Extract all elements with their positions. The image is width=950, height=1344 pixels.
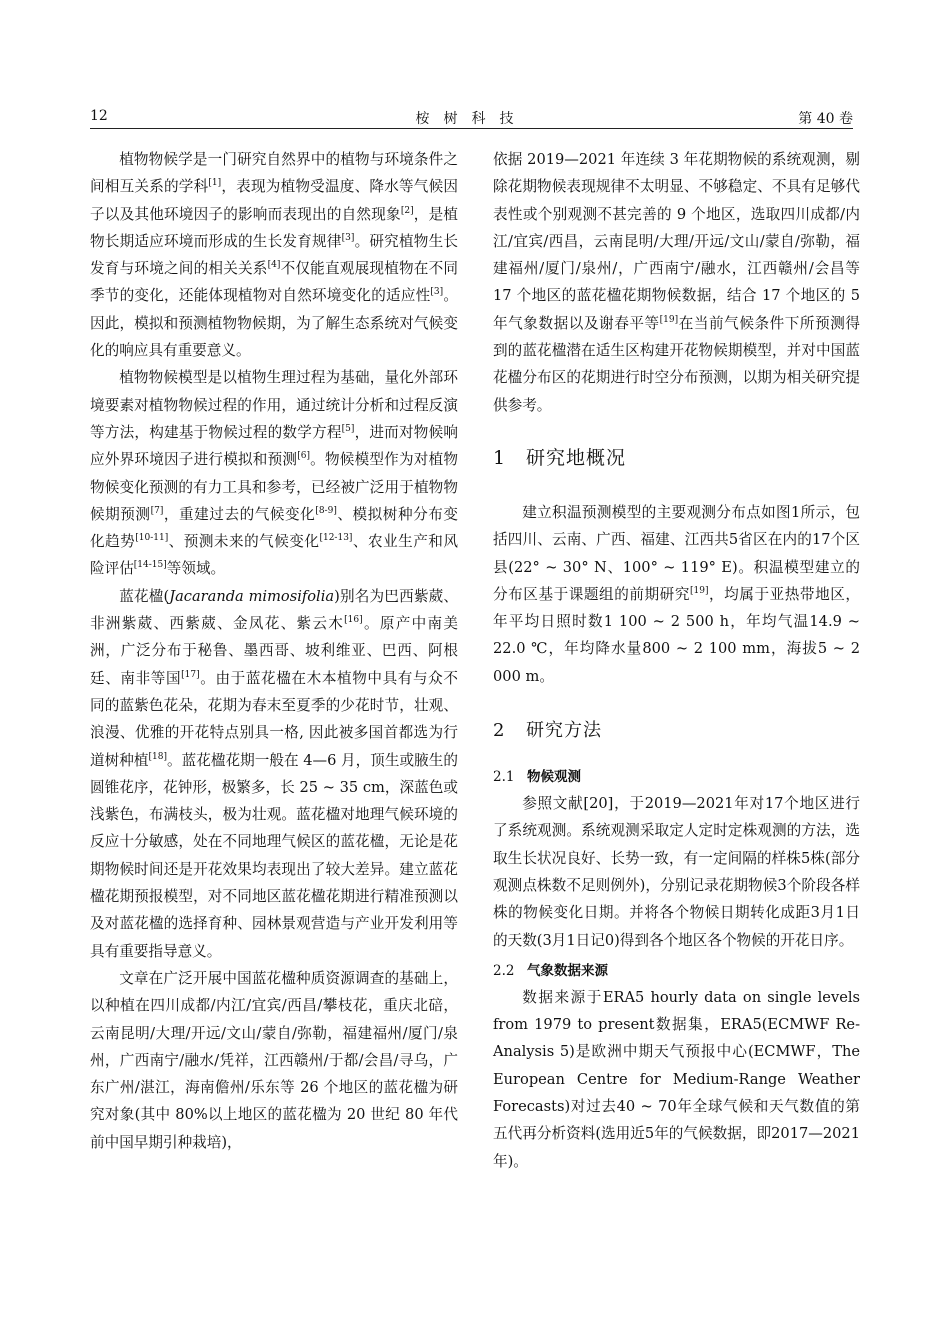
paragraph-phenology-observation: 参照文献[20]，于2019—2021年对17个地区进行了系统观测。系统观测采取定人定时定株观测的方法，选取生长状况良好、长势一致，有一定间隔的样株5株(部分观测点株数不足则例外)，分别记录花期物候3个阶段各样株的物候变化日期。并将各个物候日期转化成距3月1日的天数(3月1日记0)得到各个地区各个物候的开花日序。 (493, 795, 860, 949)
journal-title: 桉树科技 (415, 111, 528, 127)
section-heading-1: 1 研究地概况 (493, 446, 627, 469)
right-column (493, 146, 860, 1175)
running-header (90, 106, 853, 129)
page-number: 12 (90, 108, 108, 124)
paragraph-study-area: 建立积温预测模型的主要观测分布点如图1所示，包括四川、云南、广西、福建、江西共5省区在内的17个区县(22° ~ 30° N、100° ~ 119° E)。积温模型建立的分布区基于课题组的前期研究[19]，均属于亚热带地区，年平均日照时数1 100 ~ 2 500 h，年均气温14.9 ~ 22.0 ℃，年均降水量800 ~ 2 100 mm，海拔5 ~ 2 000 m。 (493, 503, 860, 685)
latin-name: Jacaranda mimosifolia (169, 587, 335, 605)
paragraph-intro-4-cont: 依据 2019—2021 年连续 3 年花期物候的系统观测，剔除花期物候表现规律不太明显、不够稳定、不具有足够代表性或个别观测不甚完善的 9 个地区，选取四川成都/内江/宜宾/西昌，云南昆明/大理/开远/文山/蒙自/弥勒，福建福州/厦门/泉州/，广西南宁/融水，江西赣州/会昌等 17 个地区的蓝花楹花期物候数据，结合 17 个地区的 5 年气象数据以及谢春平等[19]在当前气候条件下所预测得到的蓝花楹潜在适生区构建开花物候期模型，并对中国蓝花楹分布区的花期进行时空分布预测，以期为相关研究提供参考。 (493, 151, 860, 414)
paragraph-intro-2: 植物物候模型是以植物生理过程为基础，量化外部环境要素对植物物候过程的作用，通过统计分析和过程反演等方法，构建基于物候过程的数学方程[5]，进而对物候响应外界环境因子进行模拟和预测[6]。物候模型作为对植物物候变化预测的有力工具和参考，已经被广泛用于植物物候期预测[7]，重建过去的气候变化[8-9]、模拟树种分布变化趋势[10-11]、预测未来的气候变化[12-13]、农业生产和风险评估[14-15]等领域。 (90, 369, 458, 578)
subsection-heading-2-1: 2.1 物候观测 (493, 769, 581, 786)
subsection-heading-2-2: 2.2 气象数据来源 (493, 962, 608, 979)
left-column (90, 146, 458, 1156)
paragraph-intro-1: 植物物候学是一门研究自然界中的植物与环境条件之间相互关系的学科[1]，表现为植物受温度、降水等气候因子以及其他环境因子的影响而表现出的自然现象[2]，是植物长期适应环境而形成的生长发育规律[3]。研究植物生长发育与环境之间的相关关系[4]不仅能直观展现植物在不同季节的变化，还能体现植物对自然环境变化的适应性[3]。因此，模拟和预测植物物候期，为了解生态系统对气候变化的响应具有重要意义。 (90, 151, 458, 360)
paragraph-intro-4: 文章在广泛开展中国蓝花楹种质资源调查的基础上，以种植在四川成都/内江/宜宾/西昌/攀枝花，重庆北碚，云南昆明/大理/开远/文山/蒙自/弥勒，福建福州/厦门/泉州，广西南宁/融水/凭祥，江西赣州/于都/会昌/寻乌，广东广州/湛江，海南儋州/乐东等 26 个地区的蓝花楹为研究对象(其中 80%以上地区的蓝花楹为 20 世纪 80 年代前中国早期引种栽培)， (90, 969, 458, 1151)
section-heading-2: 2 研究方法 (493, 720, 602, 742)
paragraph-intro-3: 蓝花楹(Jacaranda mimosifolia)别名为巴西紫葳、非洲紫葳、西紫葳、金凤花、紫云木[16]。原产中南美洲，广泛分布于秘鲁、墨西哥、坡利维亚、巴西、阿根廷、南非等国[17]。由于蓝花楹在木本植物中具有与众不同的蓝紫色花朵，花期为春末至夏季的少花时节，壮观、浪漫、优雅的开花特点别具一格, 因此被多国首都选为行道树种植[18]。蓝花楹花期一般在 4—6 月，顶生或腋生的圆锥花序，花钟形，极繁多，长 25 ~ 35 cm，深蓝色或浅紫色，布满枝头，极为壮观。蓝花楹对地理气候环境的反应十分敏感，处在不同地理气候区的蓝花楹，无论是花期物候时间还是开花效果均表现出了较大差异。建立蓝花楹花期预报模型，对不同地区蓝花楹花期进行精准预测以及对蓝花楹的选择育种、园林景观营造与产业开发利用等具有重要指导意义。 (90, 587, 458, 960)
volume-label: 第 40 卷 (798, 111, 853, 127)
paragraph-weather-data: 数据来源于ERA5 hourly data on single levels from 1979 to present数据集，ERA5(ECMWF Re-Analysis 5)是欧洲中期天气预报中心(ECMWF，The European Centre for Medium-Range Weather Forecasts)对过去40 ~ 70年全球气候和天气数值的第五代再分析资料(选用近5年的气候数据，即2017—2021年)。 (493, 988, 860, 1170)
